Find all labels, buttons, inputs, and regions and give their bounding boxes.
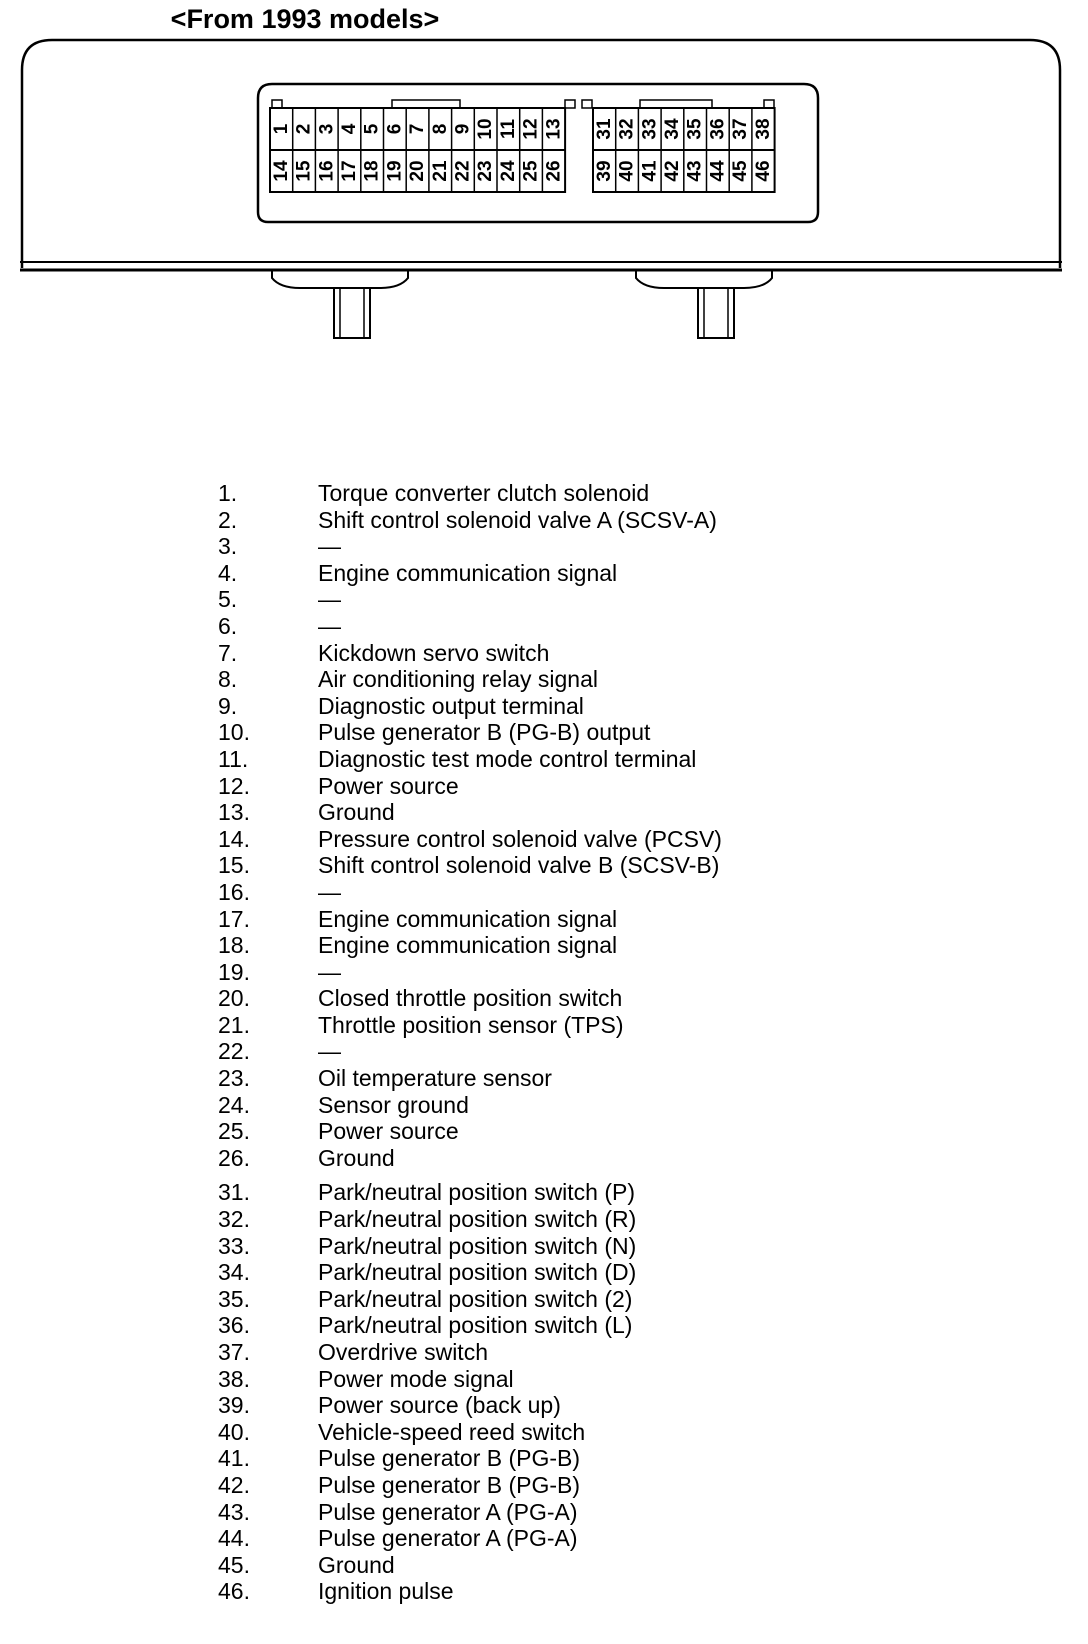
pin-number: 4.: [218, 559, 238, 586]
pin-description: Vehicle-speed reed switch: [318, 1418, 586, 1445]
pin-list-item: [218, 1578, 722, 1605]
pin-description: Air conditioning relay signal: [318, 666, 598, 693]
pin-number: 43.: [218, 1498, 250, 1525]
pin-number: 2.: [218, 506, 238, 533]
pin-description: Diagnostic output terminal: [318, 692, 584, 719]
connector-pin-grid: [270, 100, 775, 192]
pin-description: Engine communication signal: [318, 559, 618, 586]
connector-pin-label: 16: [316, 160, 338, 182]
pin-description: Power source (back up): [318, 1392, 561, 1419]
pin-number: 12.: [218, 772, 250, 799]
connector-pin-label: 24: [497, 160, 519, 182]
pin-number: 36.: [218, 1312, 250, 1339]
pin-number: 19.: [218, 958, 250, 985]
pin-description: Park/neutral position switch (2): [318, 1285, 633, 1312]
pin-number: 32.: [218, 1206, 250, 1233]
pin-number: 33.: [218, 1232, 250, 1259]
pin-list-item: [218, 932, 722, 959]
connector-pin-label: 39: [593, 160, 615, 182]
pin-number: 37.: [218, 1339, 250, 1365]
pin-description: —: [318, 878, 341, 905]
connector-pin-label: 5: [361, 123, 383, 135]
connector-pin-label: 42: [661, 160, 683, 182]
pin-list-item: [218, 666, 722, 693]
key-tab: [272, 100, 282, 108]
peg-left-inner: [340, 288, 364, 338]
pin-description: —: [318, 533, 341, 560]
pin-number: 18.: [218, 932, 250, 959]
pin-description: —: [318, 1038, 341, 1065]
pin-number: 16.: [218, 878, 250, 905]
connector-pin-label: 14: [270, 160, 292, 182]
latch-tab: [392, 100, 460, 108]
pin-list-item: [218, 1206, 722, 1233]
connector-pin-label: 8: [429, 123, 451, 135]
pin-description: Ignition pulse: [318, 1578, 454, 1605]
connector-pin-label: 19: [384, 160, 406, 182]
pin-description: Closed throttle position switch: [318, 985, 623, 1012]
connector-pin-label: 11: [497, 118, 519, 140]
pin-number: 15.: [218, 852, 250, 879]
pin-number: 24.: [218, 1091, 250, 1118]
pin-description: Throttle position sensor (TPS): [318, 1011, 624, 1038]
latch-tab: [640, 100, 712, 108]
connector-pin-label: 32: [616, 118, 638, 140]
connector-pin-label: 33: [639, 118, 661, 140]
key-tab: [582, 100, 592, 108]
key-tab: [764, 100, 774, 108]
pin-list-item: [218, 719, 722, 746]
pin-description: Shift control solenoid valve B (SCSV-B): [318, 852, 720, 879]
pin-description: —: [318, 586, 341, 613]
ecu-connector-diagram: [0, 0, 1088, 360]
pin-description: Diagnostic test mode control terminal: [318, 745, 697, 772]
pin-description: Shift control solenoid valve A (SCSV-A): [318, 506, 717, 533]
pin-list-item: [218, 1233, 722, 1260]
pin-number: 1.: [218, 480, 238, 506]
pin-list-item: [218, 1259, 722, 1286]
pin-list-item: [218, 906, 722, 933]
pin-list-item: [218, 1145, 722, 1172]
pin-number: 23.: [218, 1065, 250, 1092]
pin-list-item: [218, 507, 722, 534]
connector-pin-label: 46: [752, 160, 774, 182]
pin-description: Pulse generator A (PG-A): [318, 1525, 578, 1552]
pin-list-item: [218, 985, 722, 1012]
connector-pin-label: 12: [520, 118, 542, 140]
pin-list-item: [218, 1118, 722, 1145]
connector-pin-label: 35: [684, 118, 706, 140]
pin-list-item: [218, 1065, 722, 1092]
pin-description: Power source: [318, 1118, 459, 1145]
pin-description: Pulse generator B (PG-B) output: [318, 719, 651, 746]
connector-pin-label: 45: [730, 160, 752, 182]
pin-list-item: [218, 693, 722, 720]
pin-number: 34.: [218, 1259, 250, 1286]
pin-description: Engine communication signal: [318, 932, 618, 959]
pin-list-item: [218, 1499, 722, 1526]
pin-description: Pulse generator A (PG-A): [318, 1498, 578, 1525]
pin-number: 38.: [218, 1365, 250, 1392]
pin-list-item: [218, 1286, 722, 1313]
pin-list-item: [218, 1092, 722, 1119]
pin-list-item: [218, 1038, 722, 1065]
pin-list-item: [218, 1312, 722, 1339]
connector-shell: [258, 84, 818, 222]
pin-list-item: [218, 480, 722, 507]
pin-number: 22.: [218, 1038, 250, 1065]
pin-list-item: [218, 1179, 722, 1206]
pin-description: —: [318, 958, 341, 985]
pin-number: 5.: [218, 586, 238, 613]
pin-number: 14.: [218, 825, 250, 852]
pin-list-item: [218, 1419, 722, 1446]
pin-list-item: [218, 773, 722, 800]
pin-list-item: [218, 826, 722, 853]
pin-description: Overdrive switch: [318, 1339, 488, 1365]
pin-list-item: [218, 1445, 722, 1472]
pin-list-item: [218, 586, 722, 613]
pin-list-item: [218, 852, 722, 879]
pin-number: 8.: [218, 666, 238, 693]
connector-pin-label: 15: [293, 160, 315, 182]
mount-foot-right: [636, 270, 772, 288]
pin-list-item: [218, 879, 722, 906]
pin-description: Pulse generator B (PG-B): [318, 1445, 581, 1472]
connector-pin-label: 31: [593, 118, 615, 140]
pin-number: 40.: [218, 1418, 250, 1445]
pin-description: Power mode signal: [318, 1365, 514, 1392]
pin-number: 6.: [218, 612, 238, 639]
pin-list-item: [218, 1552, 722, 1579]
pin-list-item: [218, 1339, 722, 1366]
pin-description: Park/neutral position switch (D): [318, 1259, 637, 1286]
pin-number: 3.: [218, 533, 238, 560]
pin-description: Kickdown servo switch: [318, 639, 550, 666]
connector-pin-label: 2: [293, 123, 315, 135]
connector-pin-label: 36: [707, 118, 729, 140]
pin-number: 46.: [218, 1578, 250, 1605]
pin-number: 39.: [218, 1392, 250, 1419]
pin-description: Park/neutral position switch (R): [318, 1206, 637, 1233]
connector-pin-label: 37: [730, 118, 752, 140]
pin-description: Torque converter clutch solenoid: [318, 480, 650, 506]
connector-pin-label: 3: [316, 123, 338, 135]
pin-list-item: [218, 799, 722, 826]
pin-number: 44.: [218, 1525, 250, 1552]
connector-pin-label: 6: [384, 123, 406, 135]
pin-number: 45.: [218, 1551, 250, 1578]
connector-pin-label: 7: [407, 123, 429, 135]
pin-description: Sensor ground: [318, 1091, 469, 1118]
pin-number: 17.: [218, 905, 250, 932]
pin-list-item: [218, 1366, 722, 1393]
pin-description: Engine communication signal: [318, 905, 618, 932]
pin-number: 25.: [218, 1118, 250, 1145]
connector-pin-label: 13: [543, 118, 565, 140]
peg-right-inner: [704, 288, 728, 338]
pin-number: 41.: [218, 1445, 250, 1472]
connector-pin-label: 9: [452, 123, 474, 135]
pin-number: 35.: [218, 1285, 250, 1312]
connector-pin-label: 18: [361, 160, 383, 182]
connector-pin-label: 40: [616, 160, 638, 182]
pin-list-item: [218, 1392, 722, 1419]
pin-description: Park/neutral position switch (N): [318, 1232, 637, 1259]
ecu-housing: [22, 40, 1060, 268]
pin-description: Ground: [318, 799, 395, 826]
pin-number: 31.: [218, 1179, 250, 1206]
pin-description: Ground: [318, 1144, 395, 1171]
connector-pin-label: 41: [639, 160, 661, 182]
key-tab: [565, 100, 575, 108]
connector-pin-label: 4: [338, 123, 360, 135]
connector-pin-label: 21: [429, 160, 451, 182]
connector-pin-label: 23: [475, 160, 497, 182]
pin-number: 21.: [218, 1011, 250, 1038]
pin-number: 7.: [218, 639, 238, 666]
mount-foot-left: [272, 270, 408, 288]
connector-pin-label: 22: [452, 160, 474, 182]
pin-list-item: [218, 1012, 722, 1039]
pin-list-item: [218, 560, 722, 587]
pin-list-item: [218, 746, 722, 773]
pin-description: Pulse generator B (PG-B): [318, 1471, 581, 1498]
connector-pin-label: 34: [661, 118, 683, 140]
connector-pin-label: 20: [407, 160, 429, 182]
pin-description: Park/neutral position switch (L): [318, 1312, 633, 1339]
pin-description: Power source: [318, 772, 459, 799]
pin-list-item: [218, 1525, 722, 1552]
connector-pin-label: 1: [270, 123, 292, 135]
connector-pin-label: 38: [752, 118, 774, 140]
diagram-title: <From 1993 models>: [170, 4, 440, 34]
connector-pin-label: 25: [520, 160, 542, 182]
connector-pin-label: 17: [338, 160, 360, 182]
connector-pin-label: 26: [543, 160, 565, 182]
pin-number: 26.: [218, 1144, 250, 1171]
pin-list-item: [218, 533, 722, 560]
pin-description: —: [318, 612, 341, 639]
pin-number: 10.: [218, 719, 250, 746]
connector-pin-label: 10: [475, 118, 497, 140]
pin-description: Ground: [318, 1551, 395, 1578]
pin-description: Oil temperature sensor: [318, 1065, 552, 1092]
pin-list-item: [218, 640, 722, 667]
pin-list-item: [218, 959, 722, 986]
connector-pin-label: 44: [707, 160, 729, 182]
pin-description-list: [218, 480, 722, 1605]
pin-number: 13.: [218, 799, 250, 826]
pin-number: 42.: [218, 1471, 250, 1498]
pin-list-item: [218, 613, 722, 640]
pin-number: 11.: [218, 745, 249, 772]
pin-description: Park/neutral position switch (P): [318, 1179, 636, 1206]
connector-pin-label: 43: [684, 160, 706, 182]
pin-list-item: [218, 1472, 722, 1499]
pin-number: 20.: [218, 985, 250, 1012]
pin-number: 9.: [218, 692, 238, 719]
pin-description: Pressure control solenoid valve (PCSV): [318, 825, 722, 852]
